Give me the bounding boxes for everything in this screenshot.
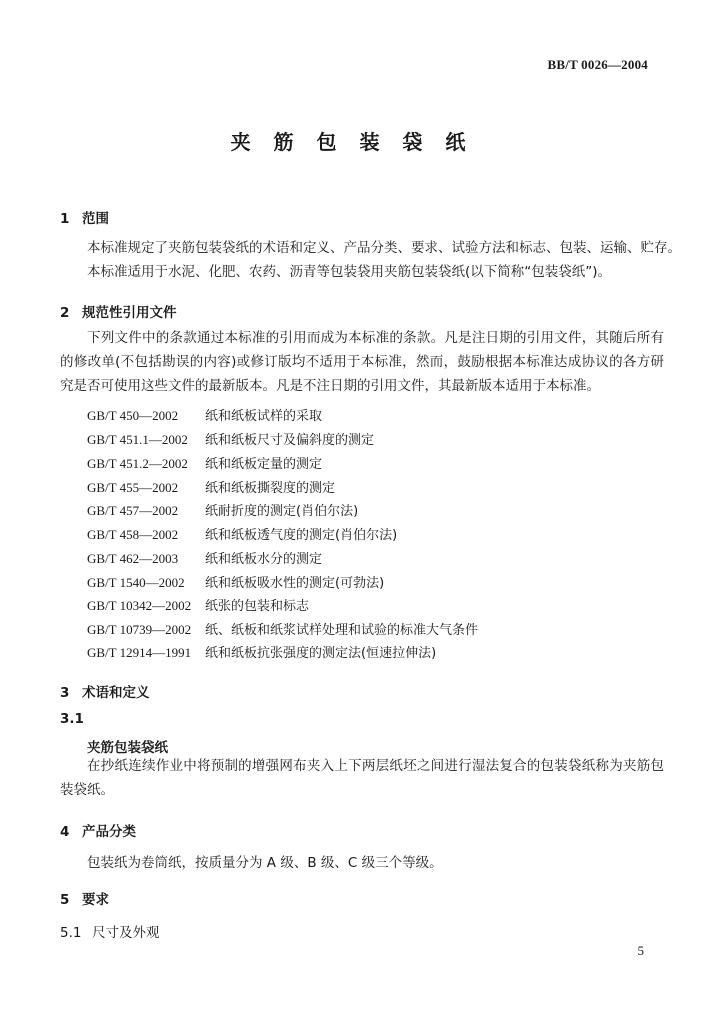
reference-item bbox=[87, 572, 384, 591]
section-number: 3 bbox=[60, 685, 70, 701]
classification-paragraph: 包装纸为卷筒纸，按质量分为 A 级、B 级、C 级三个等级。 bbox=[87, 855, 443, 871]
reference-name: 纸和纸板试样的采取 bbox=[205, 409, 323, 424]
standard-number: BB/T 0026—2004 bbox=[547, 57, 648, 72]
subsection-number: 5.1 bbox=[60, 925, 82, 941]
reference-name: 纸和纸板抗张强度的测定法(恒速拉伸法) bbox=[205, 646, 437, 661]
section-number: 1 bbox=[60, 211, 70, 227]
section-number: 4 bbox=[60, 824, 70, 840]
reference-code: GB/T 457—2002 bbox=[87, 503, 179, 518]
section-3-heading bbox=[60, 681, 150, 701]
reference-code: GB/T 10739—2002 bbox=[87, 622, 192, 637]
reference-name: 纸和纸板水分的测定 bbox=[205, 552, 323, 567]
reference-item bbox=[87, 595, 309, 614]
reference-item bbox=[87, 619, 478, 638]
reference-item bbox=[87, 477, 335, 496]
section-4-heading bbox=[60, 820, 136, 840]
reference-code: GB/T 458—2002 bbox=[87, 527, 179, 542]
reference-name: 纸张的包装和标志 bbox=[205, 599, 310, 614]
reference-item bbox=[87, 429, 374, 448]
term-name: 夹筋包装袋纸 bbox=[87, 740, 168, 756]
section-2-heading bbox=[60, 301, 177, 321]
reference-name: 纸和纸板定量的测定 bbox=[205, 457, 323, 472]
reference-name: 纸耐折度的测定(肖伯尔法) bbox=[205, 504, 359, 519]
scope-paragraph-2: 本标准适用于水泥、化肥、农药、沥青等包装袋用夹筋包装袋纸(以下简称“包装袋纸”)。 bbox=[87, 264, 612, 280]
section-number: 2 bbox=[60, 305, 70, 321]
page-number: 5 bbox=[637, 943, 644, 958]
reference-code: GB/T 451.1—2002 bbox=[87, 432, 188, 447]
reference-code: GB/T 450—2002 bbox=[87, 408, 179, 423]
scope-paragraph-1: 本标准规定了夹筋包装袋纸的术语和定义、产品分类、要求、试验方法和标志、包装、运输、贮存。 bbox=[87, 240, 681, 256]
reference-code: GB/T 1540—2002 bbox=[87, 575, 185, 590]
reference-name: 纸和纸板尺寸及偏斜度的测定 bbox=[205, 433, 375, 448]
section-title: 产品分类 bbox=[82, 824, 136, 840]
reference-code: GB/T 455—2002 bbox=[87, 480, 179, 495]
section-number: 5 bbox=[60, 892, 70, 908]
section-title: 规范性引用文件 bbox=[82, 305, 177, 321]
reference-item bbox=[87, 548, 322, 567]
section-1-heading bbox=[60, 207, 109, 227]
reference-item bbox=[87, 405, 322, 424]
reference-item bbox=[87, 524, 397, 543]
reference-item bbox=[87, 500, 358, 519]
subsection-number: 3.1 bbox=[60, 711, 84, 727]
reference-name: 纸、纸板和纸浆试样处理和试验的标准大气条件 bbox=[205, 623, 479, 638]
reference-name: 纸和纸板撕裂度的测定 bbox=[205, 481, 336, 496]
section-title: 术语和定义 bbox=[82, 685, 150, 701]
term-definition: 在抄纸连续作业中将预制的增强网布夹入上下两层纸坯之间进行湿法复合的包装袋纸称为夹筋包装袋纸。 bbox=[60, 758, 664, 798]
reference-code: GB/T 10342—2002 bbox=[87, 598, 192, 613]
reference-name: 纸和纸板透气度的测定(肖伯尔法) bbox=[205, 528, 398, 543]
reference-item bbox=[87, 453, 322, 472]
section-title: 范围 bbox=[82, 211, 109, 227]
reference-name: 纸和纸板吸水性的测定(可勃法) bbox=[205, 576, 385, 591]
reference-code: GB/T 451.2—2002 bbox=[87, 456, 188, 471]
reference-item bbox=[87, 642, 436, 661]
reference-code: GB/T 462—2003 bbox=[87, 551, 179, 566]
subsection-5-1-heading bbox=[60, 921, 160, 941]
reference-code: GB/T 12914—1991 bbox=[87, 645, 192, 660]
document-title: 夹 筋 包 装 袋 纸 bbox=[230, 130, 474, 154]
section-title: 要求 bbox=[82, 892, 109, 908]
section-5-heading bbox=[60, 888, 109, 908]
subsection-title: 尺寸及外观 bbox=[92, 925, 160, 941]
normative-paragraph: 下列文件中的条款通过本标准的引用而成为本标准的条款。凡是注日期的引用文件，其随后所有的修改单(不包括勘误的内容)或修订版均不适用于本标准，然而，鼓励根据本标准达成协议的各方研究是否可使用这些文件的最新版本。凡是不注日期的引用文件，其最新版本适用于本标准。 bbox=[60, 330, 664, 394]
